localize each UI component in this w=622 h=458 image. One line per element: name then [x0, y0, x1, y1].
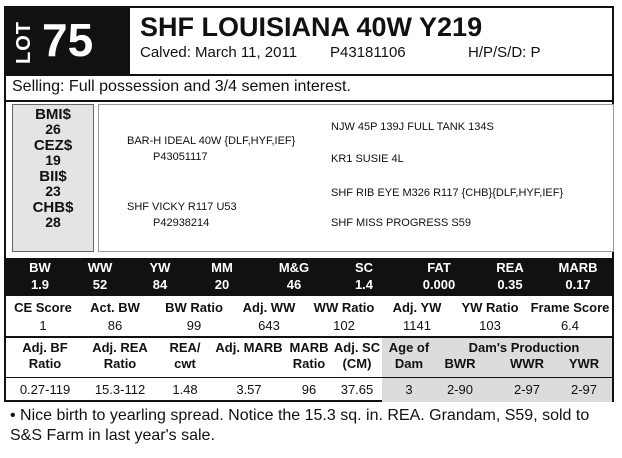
perf-header: Frame Score: [530, 300, 610, 315]
carcass-header: Ratio: [103, 356, 137, 371]
index-label: CEZ$: [33, 137, 73, 154]
perf-header: Adj. YW: [392, 300, 442, 315]
carcass-header: Adj. REA: [92, 340, 148, 355]
index-value: 28: [45, 214, 61, 230]
carcass-header: cwt: [174, 356, 196, 371]
perf-value: 103: [479, 318, 501, 333]
age-of-dam-header: Dam: [394, 356, 424, 371]
pedigree-dam-reg: P42938214: [153, 217, 210, 229]
carcass-value: 0.27-119: [19, 382, 71, 397]
index-label: BII$: [39, 168, 67, 185]
epd-header: REA: [496, 260, 524, 275]
perf-value: 99: [186, 318, 202, 333]
epd-header: SC: [354, 260, 374, 275]
animal-name: SHF LOUISIANA 40W Y219: [140, 12, 483, 42]
carcass-value: 37.65: [340, 382, 374, 397]
pedigree-sire-reg: P43051117: [153, 151, 208, 163]
index-value: 26: [45, 121, 61, 137]
epd-value: 0.000: [422, 277, 456, 292]
epd-header: BW: [29, 260, 51, 275]
carcass-value: 96: [301, 382, 317, 397]
perf-value: 6.4: [560, 318, 580, 333]
hpsd-status: H/P/S/D: P: [468, 44, 541, 61]
divider: [6, 100, 612, 102]
pedigree-sire-sire: NJW 45P 139J FULL TANK 134S: [331, 121, 494, 133]
perf-value: 1: [39, 318, 47, 333]
divider: [6, 377, 612, 378]
index-value: 19: [45, 152, 61, 168]
epd-header: MM: [211, 260, 233, 275]
epd-table: [6, 258, 612, 296]
epd-value: 84: [152, 277, 168, 292]
dam-production-value: 2-97: [513, 382, 541, 397]
perf-header: BW Ratio: [165, 300, 223, 315]
epd-value: 52: [92, 277, 108, 292]
epd-header: FAT: [427, 260, 451, 275]
perf-value: 1141: [403, 318, 431, 333]
pedigree-panel: [98, 104, 614, 252]
dollar-index-panel: [12, 104, 94, 252]
perf-value: 86: [107, 318, 123, 333]
epd-header: YW: [149, 260, 171, 275]
carcass-header: MARB: [289, 340, 329, 355]
carcass-header: Adj. BF: [22, 340, 68, 355]
dam-production-header: WWR: [510, 356, 544, 371]
epd-value: 1.9: [30, 277, 50, 292]
epd-value: 20: [214, 277, 230, 292]
epd-header: M&G: [278, 260, 310, 275]
dam-production-title: Dam's Production: [468, 340, 580, 355]
calved-date: Calved: March 11, 2011: [140, 44, 298, 61]
perf-header: YW Ratio: [461, 300, 519, 315]
dam-production-header: YWR: [568, 356, 600, 371]
sale-note: • Nice birth to yearling spread. Notice the 15.3 sq. in. REA. Grandam, S59, sold to S&S Farm in last year's sale.: [10, 407, 590, 444]
epd-header: WW: [87, 260, 113, 275]
pedigree-dam-sire: SHF RIB EYE M326 R117 {CHB}{DLF,HYF,IEF}: [331, 187, 564, 199]
perf-header: WW Ratio: [313, 300, 375, 315]
perf-header: CE Score: [14, 300, 72, 315]
carcass-header: (CM): [342, 356, 372, 371]
perf-value: 102: [333, 318, 355, 333]
carcass-value: 15.3-112: [94, 382, 146, 397]
dam-production-value: 2-90: [446, 382, 474, 397]
carcass-value: 1.48: [172, 382, 198, 397]
perf-value: 643: [258, 318, 280, 333]
epd-value: 0.35: [497, 277, 523, 292]
lot-number-block: [6, 8, 130, 74]
perf-header: Adj. WW: [242, 300, 296, 315]
pedigree-sire: BAR-H IDEAL 40W {DLF,HYF,IEF}: [127, 135, 296, 147]
lot-card: [4, 6, 614, 402]
age-of-dam-header: Age of: [388, 340, 430, 355]
carcass-value: 3.57: [236, 382, 262, 397]
carcass-header: Adj. MARB: [215, 340, 283, 355]
carcass-header: Adj. SC: [333, 340, 381, 355]
epd-value: 1.4: [354, 277, 374, 292]
epd-value: 46: [286, 277, 302, 292]
perf-header: Act. BW: [90, 300, 140, 315]
pedigree-dam: SHF VICKY R117 U53: [127, 201, 237, 213]
carcass-header: Ratio: [28, 356, 62, 371]
index-value: 23: [45, 183, 61, 199]
lot-number: 75: [42, 14, 94, 66]
age-of-dam-value: 3: [405, 382, 413, 397]
pedigree-sire-dam: KR1 SUSIE 4L: [331, 153, 404, 165]
index-label: CHB$: [32, 199, 74, 216]
selling-terms: Selling: Full possession and 3/4 semen interest.: [12, 78, 351, 95]
index-label: BMI$: [35, 106, 71, 123]
registration-number: P43181106: [330, 44, 406, 61]
carcass-header: REA/: [169, 340, 201, 355]
epd-value: 0.17: [565, 277, 591, 292]
carcass-header: Ratio: [292, 356, 326, 371]
dam-production-value: 2-97: [570, 382, 598, 397]
dam-production-header: BWR: [444, 356, 476, 371]
pedigree-dam-dam: SHF MISS PROGRESS S59: [331, 217, 471, 229]
lot-prefix: LOT: [12, 20, 35, 64]
divider: [6, 74, 612, 76]
epd-header: MARB: [558, 260, 598, 275]
